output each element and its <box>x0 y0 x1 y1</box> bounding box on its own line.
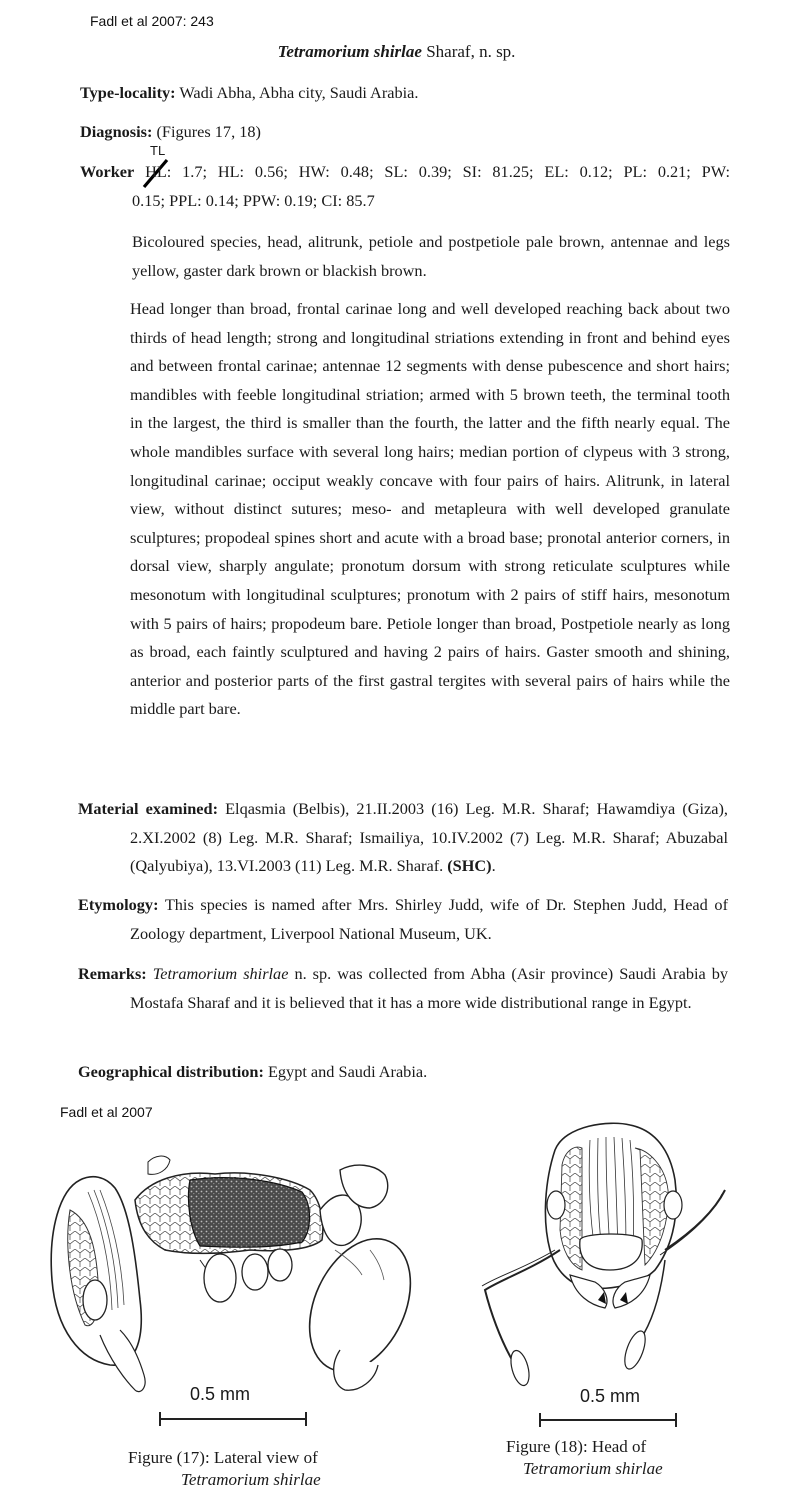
figure-18-caption-line-1: Figure (18): Head of <box>506 1437 647 1456</box>
figure-17-caption <box>128 1447 321 1491</box>
tl-annotation: TL <box>150 143 166 158</box>
material-text: Elqasmia (Belbis), 21.II.2003 (16) Leg. M.R. Sharaf; Hawamdiya (Giza), 2.XI.2002 (8) Leg. M.R. Sharaf; Ismailiya, 10.IV.2002 (7) Leg. M.R. Sharaf; Abuzabal (Qalyubiya), 13.VI.2003 (11) Leg. M.R. Sharaf. <box>130 799 728 876</box>
etymology <box>78 891 728 948</box>
figure-18-caption-species: Tetramorium shirlae <box>523 1459 663 1478</box>
remarks-label: Remarks: <box>78 964 147 983</box>
figure-18-caption <box>506 1436 663 1480</box>
page-citation: Fadl et al 2007: 243 <box>90 13 214 29</box>
coxae <box>204 1249 292 1302</box>
figure-18-drawing <box>470 1110 750 1390</box>
figure-17-scale-label: 0.5 mm <box>190 1384 251 1404</box>
material-label: Material examined: <box>78 799 219 818</box>
figure-17-scale-bar <box>158 1411 308 1427</box>
figure-17-caption-line-1: Figure (17): Lateral view of <box>128 1448 318 1467</box>
diagnosis-text: (Figures 17, 18) <box>152 122 261 141</box>
etymology-label: Etymology: <box>78 895 159 914</box>
petiole <box>320 1165 388 1245</box>
material-examined <box>78 795 728 881</box>
species-author: Sharaf, n. sp. <box>421 42 516 61</box>
species-name: Tetramorium shirlae <box>277 42 422 61</box>
figures-citation: Fadl et al 2007 <box>60 1104 153 1120</box>
gaster <box>290 1223 420 1391</box>
type-locality-text: Wadi Abha, Abha city, Saudi Arabia. <box>175 83 419 102</box>
figure-18-scale-bar <box>538 1412 678 1428</box>
type-locality <box>80 79 740 108</box>
figure-18-scale-label: 0.5 mm <box>580 1386 641 1406</box>
collection-code: (SHC) <box>447 856 492 876</box>
description-morphology: Head longer than broad, frontal carinae long and well developed reaching back about two thirds of head length; strong and longitudinal striations extending in front and behind eyes and between frontal carinae; antennae 12 segments with dense pubescence and short hairs; mandibles with feeble longitudinal striation; armed with 5 brown teeth, the terminal tooth in the largest, the third is smaller than the fourth, the latter and the fifth nearly equal. The whole mandibles surface with several long hairs; median portion of clypeus with 3 strong, longitudinal carinae; occiput weakly concave with four pairs of hairs. Alitrunk, in lateral view, without distinct sutures; meso- and metapleura with well developed granulate sculptures; propodeal spines short and acute with a broad base; pronotal anterior corners, in dorsal view, sharply angulate; pronotum dorsum with strong reticulate sculptures while mesonotum with longitudinal sculptures; pronotum with 2 pairs of stiff hairs, mesonotum with 5 pairs of hairs; propodeum bare. Petiole longer than broad, Postpetiole nearly as long as broad, each faintly sculptured and having 2 pairs of hairs. Gaster smooth and shining, anterior and posterior parts of the first gastral tergites with several pairs of hairs while the middle part bare. <box>130 299 730 719</box>
remarks-text: n. sp. was collected from Abha (Asir province) Saudi Arabia by Mostafa Sharaf and it is believed that it has a more wide distributional range in Egypt. <box>130 964 728 1012</box>
diagnosis <box>80 118 740 147</box>
remarks <box>78 960 728 1017</box>
description-color: Bicoloured species, head, alitrunk, petiole and postpetiole pale brown, antennae and legs yellow, gaster dark brown or blackish brown. <box>132 232 730 280</box>
measurements-line-1: HL: 1.7; HL: 0.56; HW: 0.48; SL: 0.39; SI: 81.25; EL: 0.12; PL: 0.21; PW: <box>134 162 730 181</box>
material-end: . <box>491 856 496 876</box>
etymology-text: This species is named after Mrs. Shirley Judd, wife of Dr. Stephen Judd, Head of Zoology department, Liverpool National Museum, UK. <box>130 895 728 943</box>
measurements-line-2: 0.15; PPL: 0.14; PPW: 0.19; CI: 85.7 <box>132 190 375 210</box>
worker-label: Worker <box>80 162 135 181</box>
distribution-text: Egypt and Saudi Arabia. <box>263 1062 428 1081</box>
remarks-species: Tetramorium shirlae <box>152 964 289 983</box>
worker-measurements <box>80 158 730 215</box>
distribution <box>78 1058 728 1087</box>
type-locality-label: Type-locality: <box>80 83 176 102</box>
distribution-label: Geographical distribution: <box>78 1062 264 1081</box>
figure-17-drawing <box>40 1150 420 1400</box>
species-title <box>0 42 793 62</box>
diagnosis-label: Diagnosis: <box>80 122 153 141</box>
head-lateral <box>51 1177 145 1392</box>
figure-17-caption-species: Tetramorium shirlae <box>181 1470 321 1489</box>
